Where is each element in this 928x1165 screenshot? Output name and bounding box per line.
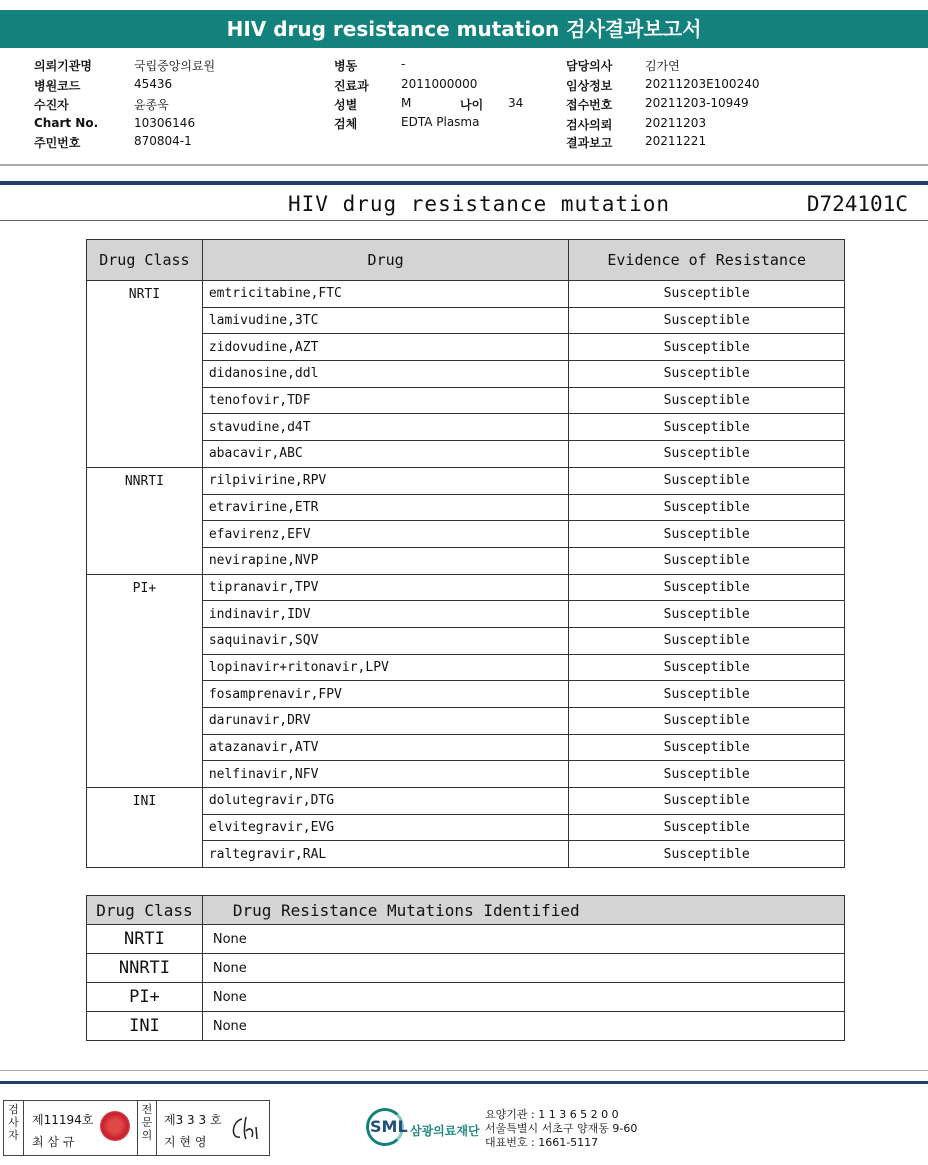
- info-value: 2011000000: [401, 77, 478, 91]
- evidence-cell: Susceptible: [569, 307, 845, 334]
- info-label: 병원코드: [34, 79, 81, 93]
- evidence-cell: Susceptible: [569, 441, 845, 468]
- info-label: 수진자: [34, 98, 69, 112]
- info-value: 20211221: [645, 134, 707, 148]
- mutation-cell: None: [202, 925, 844, 954]
- info-value: 45436: [134, 77, 173, 91]
- evidence-cell: Susceptible: [569, 654, 845, 681]
- drug-cell: etravirine,ETR: [202, 494, 569, 521]
- signature-box: [3, 1100, 270, 1156]
- info-label: 검사의뢰: [566, 118, 613, 132]
- logo-mark: SML: [370, 1117, 408, 1136]
- table-row: [87, 281, 845, 308]
- evidence-cell: Susceptible: [569, 708, 845, 735]
- evidence-cell: Susceptible: [569, 521, 845, 548]
- specialist-license: 제3 3 3 호: [164, 1113, 222, 1127]
- evidence-cell: Susceptible: [569, 494, 845, 521]
- header-drug-class: Drug Class: [87, 896, 203, 925]
- evidence-cell: Susceptible: [569, 574, 845, 601]
- drug-cell: didanosine,ddl: [202, 361, 569, 388]
- drug-cell: dolutegravir,DTG: [202, 788, 569, 815]
- evidence-cell: Susceptible: [569, 334, 845, 361]
- info-label: 임상정보: [566, 79, 613, 93]
- info-label: 접수번호: [566, 98, 613, 112]
- mutation-cell: None: [202, 983, 844, 1012]
- evidence-cell: Susceptible: [569, 414, 845, 441]
- evidence-cell: Susceptible: [569, 601, 845, 628]
- info-value: 34: [508, 96, 524, 110]
- drug-cell: nelfinavir,NFV: [202, 761, 569, 788]
- drug-cell: tipranavir,TPV: [202, 574, 569, 601]
- examiner-name: 최 삼 규: [32, 1135, 75, 1149]
- info-value: 윤종욱: [134, 98, 169, 112]
- drug-cell: lopinavir+ritonavir,LPV: [202, 654, 569, 681]
- table-row: [87, 788, 845, 815]
- divider: [0, 1070, 928, 1071]
- evidence-cell: Susceptible: [569, 841, 845, 868]
- info-label: 성별: [334, 98, 358, 112]
- drug-cell: rilpivirine,RPV: [202, 467, 569, 494]
- drug-cell: stavudine,d4T: [202, 414, 569, 441]
- evidence-cell: Susceptible: [569, 547, 845, 574]
- evidence-cell: Susceptible: [569, 281, 845, 308]
- drug-class-cell: NRTI: [87, 925, 203, 954]
- info-label: Chart No.: [34, 116, 99, 130]
- divider: [0, 164, 928, 166]
- mutation-table: [86, 895, 845, 1041]
- evidence-cell: Susceptible: [569, 387, 845, 414]
- drug-cell: darunavir,DRV: [202, 708, 569, 735]
- seal-stamp: [100, 1111, 130, 1141]
- info-label: 나이: [460, 98, 484, 112]
- evidence-cell: Susceptible: [569, 361, 845, 388]
- evidence-cell: Susceptible: [569, 814, 845, 841]
- mutation-cell: None: [202, 954, 844, 983]
- info-label: 병동: [334, 59, 358, 73]
- drug-class-cell: NNRTI: [87, 467, 203, 574]
- info-value: 20211203: [645, 116, 707, 130]
- header-evidence: Evidence of Resistance: [569, 240, 845, 281]
- mutation-cell: None: [202, 1012, 844, 1041]
- divider: [0, 220, 928, 221]
- signature-image: [226, 1113, 262, 1145]
- drug-cell: tenofovir,TDF: [202, 387, 569, 414]
- table-row: [87, 1012, 845, 1041]
- table-row: [87, 954, 845, 983]
- drug-cell: raltegravir,RAL: [202, 841, 569, 868]
- company-name: 삼광의료재단: [410, 1124, 480, 1138]
- info-label: 진료과: [334, 79, 369, 93]
- specialist-name: 지 현 영: [164, 1135, 207, 1149]
- drug-cell: elvitegravir,EVG: [202, 814, 569, 841]
- company-address: [485, 1108, 637, 1150]
- header-drug-class: Drug Class: [87, 240, 203, 281]
- evidence-cell: Susceptible: [569, 788, 845, 815]
- drug-class-cell: NNRTI: [87, 954, 203, 983]
- evidence-cell: Susceptible: [569, 467, 845, 494]
- info-value: 10306146: [134, 116, 196, 130]
- divider: [0, 181, 928, 185]
- drug-cell: fosamprenavir,FPV: [202, 681, 569, 708]
- examiner-license: 제11194호: [32, 1113, 94, 1127]
- evidence-cell: Susceptible: [569, 761, 845, 788]
- info-value: M: [401, 96, 412, 110]
- info-value: EDTA Plasma: [401, 115, 480, 129]
- info-label: 의뢰기관명: [34, 59, 92, 73]
- drug-cell: abacavir,ABC: [202, 441, 569, 468]
- header-drug: Drug: [202, 240, 569, 281]
- drug-class-cell: PI+: [87, 574, 203, 788]
- section-title: HIV drug resistance mutation: [288, 192, 671, 216]
- table-row: [87, 574, 845, 601]
- info-value: 김가연: [645, 59, 680, 73]
- report-title: HIV drug resistance mutation 검사결과보고서: [0, 10, 928, 48]
- address: 서울특별시 서초구 양재동 9-60: [485, 1122, 638, 1135]
- evidence-cell: Susceptible: [569, 627, 845, 654]
- drug-cell: saquinavir,SQV: [202, 627, 569, 654]
- drug-class-cell: NRTI: [87, 281, 203, 468]
- evidence-cell: Susceptible: [569, 734, 845, 761]
- table-row: [87, 467, 845, 494]
- drug-cell: indinavir,IDV: [202, 601, 569, 628]
- info-label: 담당의사: [566, 59, 613, 73]
- drug-cell: lamivudine,3TC: [202, 307, 569, 334]
- info-label: 주민번호: [34, 136, 81, 150]
- info-value: 국립중앙의료원: [134, 59, 216, 73]
- divider: [0, 1081, 928, 1084]
- drug-cell: emtricitabine,FTC: [202, 281, 569, 308]
- drug-cell: atazanavir,ATV: [202, 734, 569, 761]
- phone-number: 대표번호 : 1661-5117: [485, 1136, 599, 1149]
- info-value: 870804-1: [134, 134, 192, 148]
- table-row: [87, 925, 845, 954]
- resistance-table: [86, 239, 845, 868]
- drug-cell: efavirenz,EFV: [202, 521, 569, 548]
- drug-cell: nevirapine,NVP: [202, 547, 569, 574]
- test-code: D724101C: [806, 192, 908, 216]
- info-value: 20211203-10949: [645, 96, 749, 110]
- info-value: -: [401, 57, 406, 71]
- drug-class-cell: PI+: [87, 983, 203, 1012]
- examiner-label: 검 사 자: [4, 1101, 24, 1155]
- info-label: 결과보고: [566, 136, 613, 150]
- info-label: 검체: [334, 117, 358, 131]
- institution-code: 요양기관 : 1 1 3 6 5 2 0 0: [485, 1108, 619, 1121]
- drug-cell: zidovudine,AZT: [202, 334, 569, 361]
- drug-class-cell: INI: [87, 788, 203, 868]
- specialist-label: 전 문 의: [137, 1101, 157, 1155]
- info-value: 20211203E100240: [645, 77, 760, 91]
- header-mutations: Drug Resistance Mutations Identified: [202, 896, 844, 925]
- drug-class-cell: INI: [87, 1012, 203, 1041]
- table-row: [87, 983, 845, 1012]
- evidence-cell: Susceptible: [569, 681, 845, 708]
